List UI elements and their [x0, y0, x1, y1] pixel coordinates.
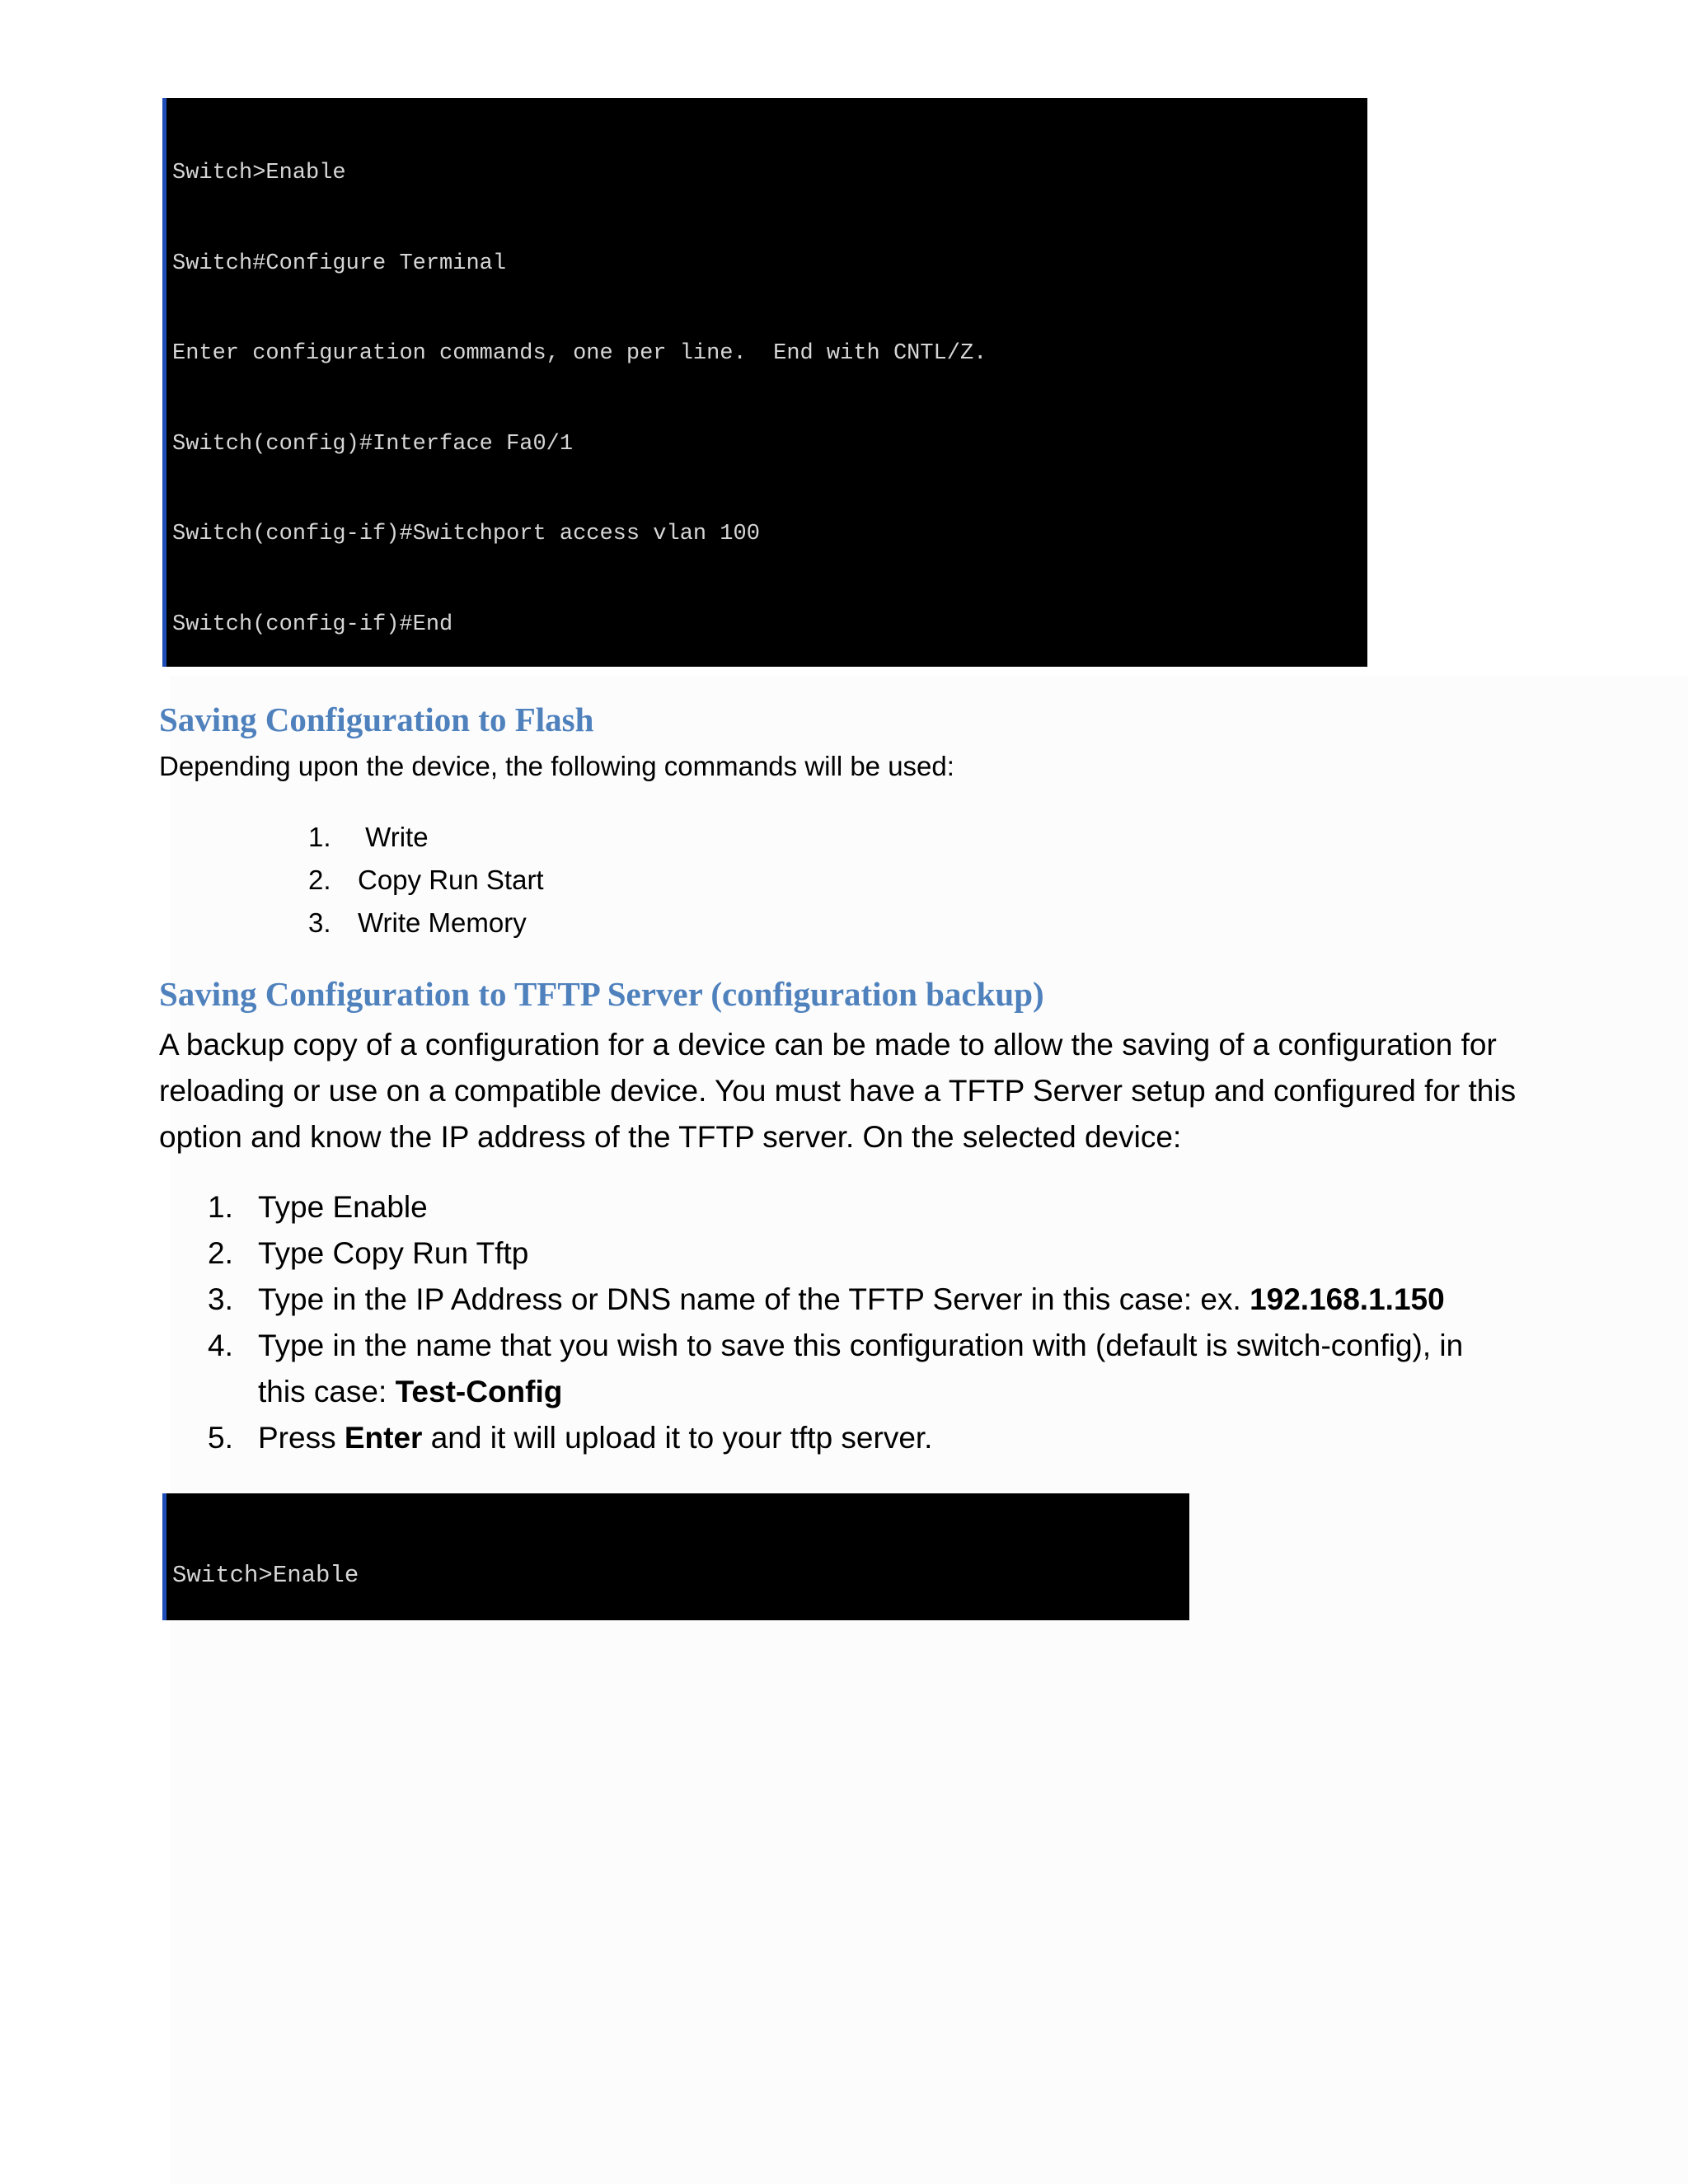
- config-filename: Test-Config: [395, 1375, 563, 1408]
- flash-intro-text: Depending upon the device, the following commands will be used:: [159, 751, 954, 781]
- tftp-ip-address: 192.168.1.150: [1250, 1282, 1445, 1316]
- list-number: 2.: [308, 865, 331, 895]
- list-text: Copy Run Start: [358, 865, 544, 895]
- list-number: 1.: [208, 1190, 233, 1224]
- section-heading-tftp: Saving Configuration to TFTP Server (configuration backup): [159, 975, 1044, 1013]
- list-number: 2.: [208, 1236, 233, 1270]
- list-number: 3.: [308, 907, 331, 938]
- terminal-line: Switch>Enable: [172, 1562, 359, 1589]
- list-item: [308, 902, 544, 944]
- list-text: and it will upload it to your tftp server.: [422, 1421, 933, 1455]
- terminal-line: Switch(config-if)#Switchport access vlan 100: [172, 522, 760, 546]
- enter-key-label: Enter: [344, 1421, 423, 1455]
- list-item: [208, 1230, 1510, 1277]
- list-text: Type in the name that you wish to save this configuration with (default is switch-config), in this case:: [258, 1329, 1472, 1408]
- terminal-screenshot-show-vlan: [162, 98, 1367, 667]
- list-item: [208, 1415, 1510, 1461]
- list-item: [308, 859, 544, 902]
- list-number: 5.: [208, 1421, 233, 1455]
- list-number: 3.: [208, 1282, 233, 1316]
- terminal-line: Switch(config)#Interface Fa0/1: [172, 431, 574, 457]
- terminal-line: Enter configuration commands, one per line. End with CNTL/Z.: [172, 341, 987, 366]
- flash-command-list: [308, 816, 544, 944]
- tftp-intro-text: A backup copy of a configuration for a device can be made to allow the saving of a configuration for reloading or use on a compatible device. You must have a TFTP Server setup and configured for this option and know the IP address of the TFTP server. On the selected device:: [159, 1028, 1517, 1154]
- list-number: 1.: [308, 822, 331, 852]
- terminal-line: Switch#Configure Terminal: [172, 251, 507, 276]
- list-number: 4.: [208, 1329, 233, 1362]
- list-text: Type Copy Run Tftp: [258, 1236, 529, 1270]
- terminal-line: Switch(config-if)#End: [172, 612, 453, 637]
- list-item: [208, 1323, 1510, 1415]
- list-item: [208, 1277, 1510, 1323]
- section-heading-flash: Saving Configuration to Flash: [159, 701, 594, 738]
- list-text: Write: [358, 822, 429, 852]
- list-item: [208, 1184, 1510, 1230]
- list-text: Type in the IP Address or DNS name of the TFTP Server in this case: ex.: [258, 1282, 1250, 1316]
- list-item: [308, 816, 544, 859]
- list-text: Press: [258, 1421, 345, 1455]
- list-text: Write Memory: [358, 907, 527, 938]
- tftp-steps-list: [208, 1184, 1510, 1461]
- terminal-screenshot-copy-run-tftp: [162, 1493, 1189, 1620]
- terminal-line: Switch>Enable: [172, 161, 346, 185]
- list-text: Type Enable: [258, 1190, 428, 1224]
